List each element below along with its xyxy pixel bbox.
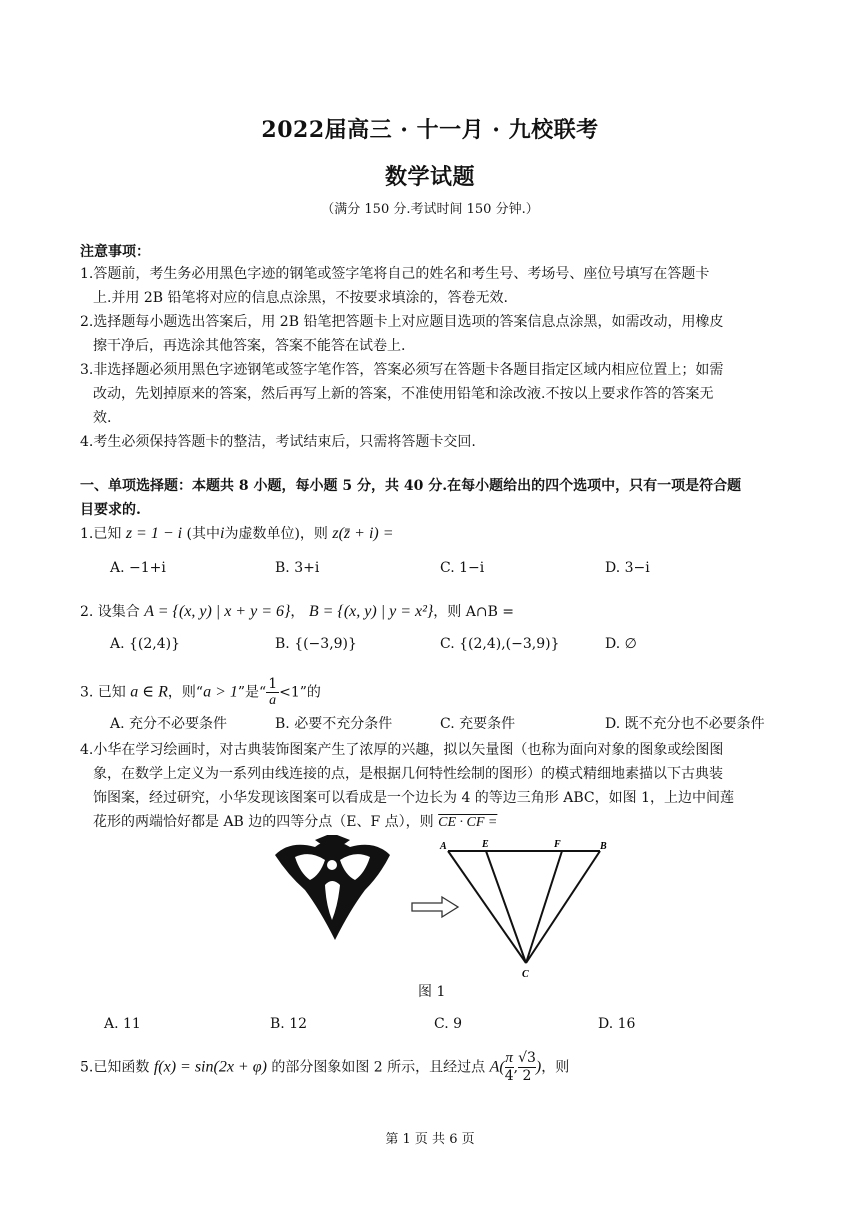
section-heading-line-1: 一、单项选择题：本题共 8 小题，每小题 5 分，共 40 分.在每小题给出的四个选项中，只有一项是符合题	[80, 478, 742, 494]
q2-set-b: B = {(x, y) | y = x²}	[308, 603, 434, 620]
q1-expression: z(z̄ + i) =	[332, 525, 394, 542]
q3-mid: ，则“	[167, 684, 204, 701]
q5-frac-pi	[505, 1050, 514, 1085]
arrow-right-icon	[412, 897, 458, 917]
q2-option-b: B. {(−3,9)}	[275, 636, 357, 652]
q4-line-2: 象，在数学上定义为一系列由线连接的点，是根据几何特性绘制的图形）的模式精细地素描以下古典装	[93, 766, 723, 782]
q4-option-c: C. 9	[434, 1016, 463, 1032]
label-c: C	[522, 969, 529, 980]
q4-line-1: 4.小华在学习绘画时，对古典装饰图案产生了浓厚的兴趣，拟以矢量图（也称为面向对象的图象或绘图图	[80, 742, 724, 758]
q3-mid2: ”是“	[237, 684, 267, 701]
q1-prefix: 1.已知	[80, 526, 122, 542]
exam-subject: 数学试题	[384, 164, 475, 190]
q1-option-a: A. −1+i	[110, 560, 166, 576]
q3-condition: a ∈ R	[130, 683, 168, 701]
figure-1-caption: 图 1	[418, 984, 446, 1000]
figure-1	[270, 835, 610, 980]
q4-option-a: A. 11	[104, 1016, 141, 1032]
q5-two: 2	[522, 1068, 532, 1084]
q5-frac-root3	[518, 1050, 536, 1085]
page-footer: 第 1 页 共 6 页	[385, 1132, 475, 1147]
q5-four: 4	[504, 1068, 514, 1084]
question-3-stem	[80, 676, 321, 716]
q5-prefix: 5.已知函数	[80, 1059, 150, 1076]
q5-pi: π	[505, 1050, 513, 1066]
q5-suffix: ，则	[541, 1059, 570, 1076]
q3-prefix: 3. 已知	[80, 684, 126, 701]
q4-line-3: 饰图案，经过研究，小华发现该图案可以看成是一个边长为 4 的等边三角形 ABC，如图 1，上边中间莲	[93, 790, 734, 806]
q1-option-b: B. 3+i	[275, 560, 320, 576]
notice-item-1-line-1: 1.答题前，考生务必用黑色字迹的钢笔或签字笔将自己的姓名和考生号、考场号、座位号填写在答题卡	[80, 266, 710, 282]
q1-i: i	[220, 525, 225, 542]
q2-prefix: 2. 设集合	[80, 604, 140, 620]
question-2-stem: 2. 设集合 A = {(x, y) | x + y = 6}， B = {(x, y) | y = x²}，则 A∩B =	[80, 603, 515, 620]
notice-item-2-line-1: 2.选择题每小题选出答案后，用 2B 铅笔把答题卡上对应题目选项的答案信息点涂黑，如需改动，用橡皮	[80, 314, 724, 330]
q4-line-4-text: 花形的两端恰好都是 AB 边的四等分点（E、F 点），则	[93, 814, 434, 830]
q3-suffix: ”的	[299, 684, 321, 701]
ornament-icon	[275, 835, 390, 940]
q5-close: )	[535, 1058, 542, 1076]
label-b: B	[600, 841, 607, 852]
triangle-abc	[448, 851, 600, 963]
notice-item-4: 4.考生必须保持答题卡的整洁，考试结束后，只需将答题卡交回.	[80, 434, 476, 450]
q2-option-d: D. ∅	[605, 636, 637, 652]
q3-p: a > 1	[203, 683, 238, 701]
label-a: A	[440, 841, 447, 852]
section-heading-line-2: 目要求的.	[80, 502, 141, 518]
q3-frac-den: a	[269, 693, 277, 708]
exam-title: 2022届高三 · 十一月 · 九校联考	[261, 117, 599, 143]
notice-item-3-line-2: 改动，先划掉原来的答案，然后再写上新的答案，不准使用铅笔和涂改液.不按以上要求作答的答案无	[93, 386, 714, 402]
q1-option-c: C. 1−i	[440, 560, 485, 576]
q1-equation: z = 1 − i	[125, 525, 183, 542]
q2-option-a: A. {(2,4)}	[110, 636, 181, 652]
notice-item-1-line-2: 上.并用 2B 铅笔将对应的信息点涂黑，不按要求填涂的，答卷无效.	[93, 290, 508, 306]
q5-root3: √3	[518, 1050, 536, 1066]
q3-option-a: A. 充分不必要条件	[110, 716, 228, 732]
q4-option-b: B. 12	[270, 1016, 308, 1032]
q3-frac-num: 1	[268, 676, 278, 692]
q3-option-d: D. 既不充分也不必要条件	[605, 716, 765, 732]
q3-option-c: C. 充要条件	[440, 716, 516, 732]
q5-comma: ,	[513, 1059, 519, 1076]
notice-item-3-line-3: 效.	[93, 410, 112, 426]
q1-mid2: 为虚数单位)，则	[224, 526, 328, 542]
question-1-stem	[80, 522, 394, 546]
q3-lt: <1	[279, 684, 300, 701]
q3-fraction	[266, 676, 279, 709]
q1-option-d: D. 3−i	[605, 560, 650, 576]
q5-mid: 的部分图象如图 2 所示，且经过点	[271, 1059, 486, 1076]
q2-suffix: ，则 A∩B =	[433, 604, 515, 620]
question-5-stem	[80, 1050, 569, 1094]
q4-line-4	[93, 810, 497, 835]
notice-heading: 注意事项：	[80, 244, 150, 260]
label-f: F	[554, 839, 561, 850]
q2-set-a: A = {(x, y) | x + y = 6}	[144, 603, 291, 620]
notice-item-2-line-2: 擦干净后，再选涂其他答案，答案不能答在试卷上.	[93, 338, 406, 354]
q5-point-name: A(	[489, 1058, 505, 1076]
exam-meta: （满分 150 分.考试时间 150 分钟.）	[321, 202, 539, 217]
label-e: E	[482, 839, 489, 850]
q1-mid: (其中	[186, 526, 220, 542]
q4-dot-product: CE · CF =	[438, 815, 498, 830]
q5-function: f(x) = sin(2x + φ)	[153, 1058, 267, 1076]
notice-item-3-line-1: 3.非选择题必须用黑色字迹钢笔或签字笔作答，答案必须写在答题卡各题目指定区域内相应位置上；如需	[80, 362, 724, 378]
q3-option-b: B. 必要不充分条件	[275, 716, 393, 732]
q4-option-d: D. 16	[598, 1016, 636, 1032]
q2-option-c: C. {(2,4),(−3,9)}	[440, 636, 560, 652]
